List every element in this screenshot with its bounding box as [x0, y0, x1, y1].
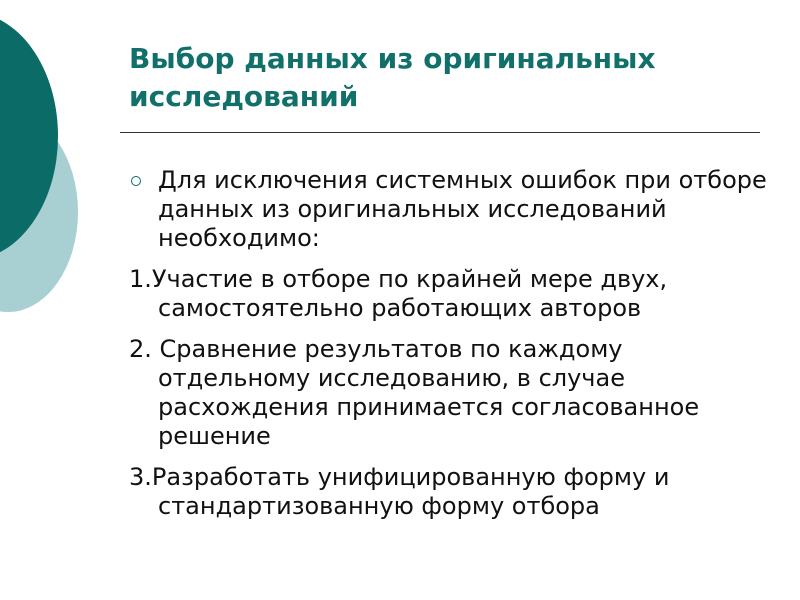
- slide-body: [129, 166, 769, 533]
- slide-title: Выбор данных из оригинальных исследований: [129, 42, 656, 113]
- hollow-circle-bullet-icon: [131, 176, 141, 186]
- title-divider: [120, 132, 760, 133]
- bullet-item: [129, 166, 769, 253]
- list-item-1: 1.Участие в отборе по крайней мере двух, самостоятельно работающих авторов: [129, 265, 668, 322]
- list-item-2: 2. Сравнение результатов по каждому отдельному исследованию, в случае расхождения принимается согласованное решение: [129, 335, 700, 450]
- bullet-text: Для исключения системных ошибок при отборе данных из оригинальных исследований необходимо:: [158, 166, 767, 252]
- list-item-3: 3.Разработать унифицированную форму и стандартизованную форму отбора: [129, 463, 670, 520]
